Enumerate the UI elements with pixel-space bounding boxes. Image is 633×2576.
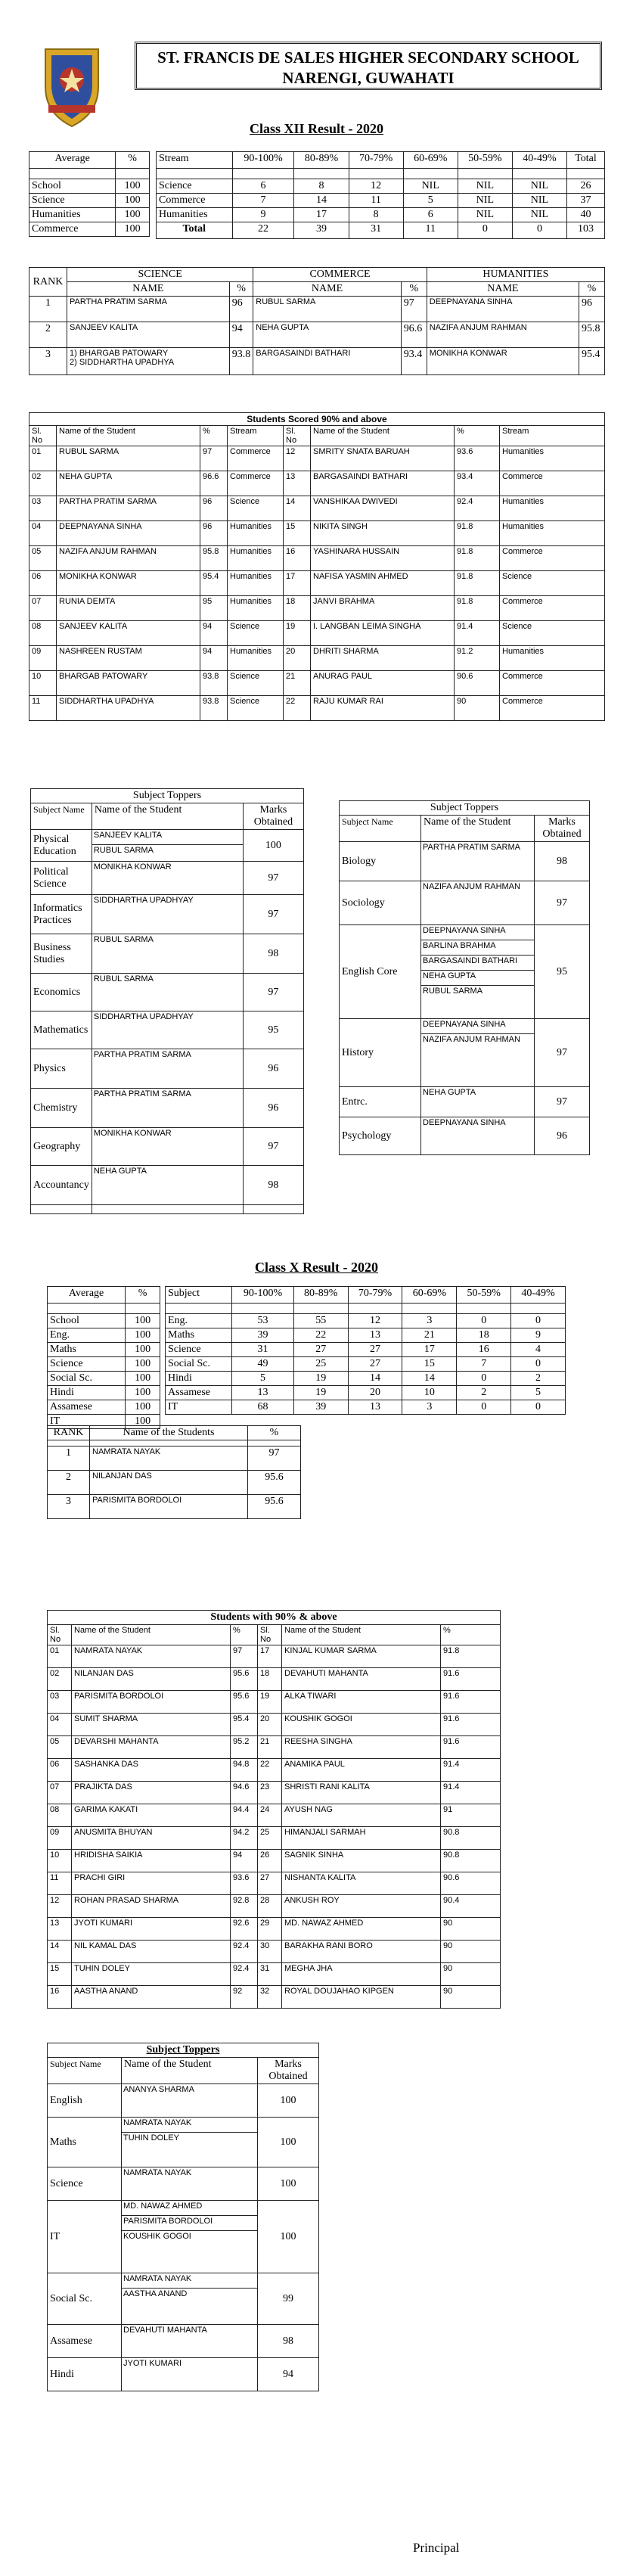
table-row: 2 SANJEEV KALITA 94 NEHA GUPTA 96.6 NAZIFA ANJUM RAHMAN 95.8 (29, 322, 605, 348)
table-row: IT 100 (48, 1415, 160, 1429)
x-toppers-table: Subject Toppers Subject Name Name of the Student Marks Obtained English ANANYA SHARMA 100 Maths NAMRATA NAYAK TUHIN DOLEY 100 Science NAMRATA NAYAK 100 IT MD. NAWAZ AHMED PARISMITA BORDOLOI KOUSHIK GOGOI 100 Social Sc. NAMRATA NAYAK AASTHA ANAND 99 Assamese DEVAHUTI MAHANTA 98 Hindi JYOTI KUMARI 94 (47, 2043, 319, 2391)
avg-value: 100 (116, 222, 150, 237)
topper-row: Science NAMRATA NAYAK 100 (48, 2167, 319, 2201)
topper-name: BARLINA BRAHMA (421, 940, 534, 956)
table-row: 04 DEEPNAYANA SINHA 96 Humanities 15 NIKITA SINGH 91.8 Humanities (29, 521, 605, 546)
table-row: Maths 100 (48, 1343, 160, 1357)
topper-name: DEEPNAYANA SINHA (421, 1019, 534, 1034)
table-row: 13 JYOTI KUMARI 92.6 29 MD. NAWAZ AHMED 90 (48, 1918, 501, 1941)
topper-row: Social Sc. NAMRATA NAYAK AASTHA ANAND 99 (48, 2273, 319, 2325)
topper-name: PARISMITA BORDOLOI (122, 2216, 257, 2231)
topper-row: Psychology DEEPNAYANA SINHA 96 (340, 1117, 590, 1155)
topper-name: NAMRATA NAYAK (123, 2168, 192, 2177)
topper-row: English Core DEEPNAYANA SINHA BARLINA BRAHMA BARGASAINDI BATHARI NEHA GUPTA RUBUL SARMA 95 (340, 925, 590, 1019)
principal-signature-label: Principal (413, 2540, 460, 2555)
xii-toppers-left: Subject Toppers Subject Name Name of the Student Marks Obtained Physical Education SANJEEV KALITA RUBUL SARMA 100 Political Science MONIKHA KONWAR 97 Informatics Practices SIDDHARTHA UPADHYAY 97 Business Studies RUBUL SARMA 98 Economics RUBUL SARMA 97 Mathematics SIDDHARTHA UPADHYAY 95 Physics PARTHA PRATIM SARMA 96 Chemistry PARTHA PRATIM SARMA 96 Geography MONIKHA KONWAR 97 Accountancy NEHA GUPTA 98 (30, 788, 304, 1214)
topper-name: NAMRATA NAYAK (122, 2118, 257, 2133)
table-row: 2 NILANJAN DAS 95.6 (48, 1471, 301, 1495)
xii-ninety-table: Students Scored 90% and above Sl. No Name of the Student % Stream Sl. No Name of the Student % Stream 01 RUBUL SARMA 97 Commerce 12 SMRITY SNATA BARUAH 93.6 Humanities 02 NEHA GUPTA 96.6 Commerce 13 BARGASAINDI BATHARI 93.4 Commerce 03 PARTHA PRATIM SARMA 96 Science 14 VANSHIKAA DWIVEDI 92.4 Humanities 04 DEEPNAYANA SINHA 96 Humanities 15 NIKITA SINGH 91.8 Humanities 05 NAZIFA ANJUM RAHMAN 95.8 Humanities 16 YASHINARA HUSSAIN 91.8 Commerce 06 MONIKHA KONWAR 95.4 Humanities 17 NAFISA YASMIN AHMED 91.8 Science 07 RUNIA DEMTA 95 Humanities 18 JANVI BRAHMA 91.8 Commerce 08 SANJEEV KALITA 94 Science 19 I. LANGBAN LEIMA SINGHA 91.4 Science 09 NASHREEN RUSTAM 94 Humanities 20 DHRITI SHARMA 91.2 Humanities 10 BHARGAB PATOWARY 93.8 Science 21 ANURAG PAUL 90.6 Commerce 11 SIDDHARTHA UPADHYA 93.8 Science 22 RAJU KUMAR RAI 90 Commerce (29, 412, 605, 721)
table-row: 06 SASHANKA DAS 94.8 22 ANAMIKA PAUL 91.4 (48, 1759, 501, 1782)
col-header: 80-89% (294, 152, 349, 169)
table-row: 1 NAMRATA NAYAK 97 (48, 1446, 301, 1471)
avg-value: 100 (116, 208, 150, 222)
table-row: 07 PRAJIKTA DAS 94.6 23 SHRISTI RANI KALITA 91.4 (48, 1782, 501, 1804)
table-row: Hindi 5 19 14 14 0 2 (166, 1372, 566, 1386)
x-ninety-table: Students with 90% & above Sl. No Name of the Student % Sl. No Name of the Student % 01 NAMRATA NAYAK 97 17 KINJAL KUMAR SARMA 91.8 02 NILANJAN DAS 95.6 18 DEVAHUTI MAHANTA 91.6 03 PARISMITA BORDOLOI 95.6 19 ALKA TIWARI 91.6 04 SUMIT SHARMA 95.4 20 KOUSHIK GOGOI 91.6 05 DEVARSHI MAHANTA 95.2 21 REESHA SINGHA 91.6 06 SASHANKA DAS 94.8 22 ANAMIKA PAUL 91.4 07 PRAJIKTA DAS 94.6 23 SHRISTI RANI KALITA 91.4 08 GARIMA KAKATI 94.4 24 AYUSH NAG 91 09 ANUSMITA BHUYAN 94.2 25 HIMANJALI SARMAH 90.8 10 HRIDISHA SAIKIA 94 26 SAGNIK SINHA 90.8 11 PRACHI GIRI 93.6 27 NISHANTA KALITA 90.6 12 ROHAN PRASAD SHARMA 92.8 28 ANKUSH ROY 90.4 13 JYOTI KUMARI 92.6 29 MD. NAWAZ AHMED 90 14 NIL KAMAL DAS 92.4 30 BARAKHA RANI BORO 90 15 TUHIN DOLEY 92.4 31 MEGHA JHA 90 16 AASTHA ANAND 92 32 ROYAL DOUJAHAO KIPGEN 90 (47, 1610, 501, 2009)
topper-row: Chemistry PARTHA PRATIM SARMA 96 (31, 1089, 304, 1128)
col-header: 40-49% (512, 152, 566, 169)
col-header: 70-79% (349, 152, 403, 169)
table-row: 05 DEVARSHI MAHANTA 95.2 21 REESHA SINGHA 91.6 (48, 1736, 501, 1759)
topper-row: Geography MONIKHA KONWAR 97 (31, 1128, 304, 1166)
x-rank-table: RANK Name of the Students % 1 NAMRATA NAYAK 97 2 NILANJAN DAS 95.6 3 PARISMITA BORDOLOI 95.6 (47, 1425, 301, 1519)
topper-name: JYOTI KUMARI (123, 2359, 182, 2368)
topper-row: Hindi JYOTI KUMARI 94 (48, 2358, 319, 2391)
table-row: 16 AASTHA ANAND 92 32 ROYAL DOUJAHAO KIPGEN 90 (48, 1986, 501, 2009)
table-row: Eng. 100 (48, 1328, 160, 1343)
table-row: 09 ANUSMITA BHUYAN 94.2 25 HIMANJALI SARMAH 90.8 (48, 1827, 501, 1850)
school-place: NARENGI, GUWAHATI (282, 69, 455, 87)
topper-name: MONIKHA KONWAR (93, 1129, 172, 1138)
topper-row: Maths NAMRATA NAYAK TUHIN DOLEY 100 (48, 2118, 319, 2167)
table-row: Humanities 9 17 8 6 NIL NIL 40 (157, 208, 605, 222)
topper-name: MONIKHA KONWAR (93, 862, 172, 872)
humanities-header: HUMANITIES (427, 268, 604, 282)
topper-row: Political Science MONIKHA KONWAR 97 (31, 862, 304, 895)
topper-name: RUBUL SARMA (93, 935, 154, 944)
avg-label: Science (29, 194, 116, 208)
table-row: Eng. 53 55 12 3 0 0 (166, 1314, 566, 1328)
col-header: Total (567, 152, 605, 169)
xii-average-table (29, 151, 150, 237)
table-row: 10 BHARGAB PATOWARY 93.8 Science 21 ANURAG PAUL 90.6 Commerce (29, 671, 605, 696)
table-row: Science 6 8 12 NIL NIL NIL 26 (157, 179, 605, 194)
x-subject-table: Subject 90-100% 80-89% 70-79% 60-69% 50-59% 40-49% Eng. 53 55 12 3 0 0 Maths 39 22 13 21 18 9 Science 31 27 27 17 16 4 Social Sc. 49 25 27 15 7 0 Hindi 5 19 14 14 0 2 Assamese 13 19 20 10 2 5 IT 68 39 13 3 0 0 (165, 1286, 566, 1415)
xii-rank-table: RANK SCIENCE COMMERCE HUMANITIES NAME % NAME % NAME % 1 PARTHA PRATIM SARMA 96 RUBUL SARMA 97 DEEPNAYANA SINHA 96 2 SANJEEV KALITA 94 NEHA GUPTA 96.6 NAZIFA ANJUM RAHMAN 95.8 3 1) BHARGAB PATOWARY 2) SIDDHARTHA UPADHYA 93.8 BARGASAINDI BATHARI 93.4 MONIKHA KONWAR 95.4 (29, 267, 605, 375)
topper-row: Biology PARTHA PRATIM SARMA 98 (340, 842, 590, 881)
avg-label: Humanities (29, 208, 116, 222)
topper-name: RUBUL SARMA (423, 987, 483, 996)
topper-name: MD. NAWAZ AHMED (122, 2201, 257, 2216)
table-row: 11 SIDDHARTHA UPADHYA 93.8 Science 22 RAJU KUMAR RAI 90 Commerce (29, 696, 605, 721)
table-row: Total 22 39 31 11 0 0 103 (157, 222, 605, 239)
col-header: 60-69% (403, 152, 458, 169)
topper-row: Entrc. NEHA GUPTA 97 (340, 1087, 590, 1117)
table-row: 15 TUHIN DOLEY 92.4 31 MEGHA JHA 90 (48, 1963, 501, 1986)
topper-name: BARGASAINDI BATHARI (421, 956, 534, 971)
table-row: 08 SANJEEV KALITA 94 Science 19 I. LANGBAN LEIMA SINGHA 91.4 Science (29, 621, 605, 646)
topper-name: RUBUL SARMA (93, 846, 154, 855)
topper-name: DEVAHUTI MAHANTA (123, 2326, 207, 2335)
table-row: 09 NASHREEN RUSTAM 94 Humanities 20 DHRITI SHARMA 91.2 Humanities (29, 646, 605, 671)
topper-name: PARTHA PRATIM SARMA (423, 843, 520, 852)
topper-row: Assamese DEVAHUTI MAHANTA 98 (48, 2325, 319, 2358)
table-row: 10 HRIDISHA SAIKIA 94 26 SAGNIK SINHA 90.8 (48, 1850, 501, 1872)
avg-header: Average (29, 152, 116, 169)
avg-label: School (29, 179, 116, 194)
class-xii-title: Class XII Result - 2020 (249, 121, 383, 136)
table-row: 12 ROHAN PRASAD SHARMA 92.8 28 ANKUSH ROY 90.4 (48, 1895, 501, 1918)
topper-name: PARTHA PRATIM SARMA (93, 1050, 191, 1059)
school-name: ST. FRANCIS DE SALES HIGHER SECONDARY SCHOOL (157, 48, 579, 67)
topper-row: Economics RUBUL SARMA 97 (31, 974, 304, 1011)
topper-name: DEEPNAYANA SINHA (423, 1118, 506, 1127)
table-row: 02 NILANJAN DAS 95.6 18 DEVAHUTI MAHANTA 91.6 (48, 1668, 501, 1691)
table-row: 11 PRACHI GIRI 93.6 27 NISHANTA KALITA 90.6 (48, 1872, 501, 1895)
topper-name: RUBUL SARMA (93, 974, 154, 983)
topper-name: SIDDHARTHA UPADHYAY (93, 1012, 194, 1021)
topper-name: NEHA GUPTA (93, 1167, 147, 1176)
table-row: 01 NAMRATA NAYAK 97 17 KINJAL KUMAR SARMA 91.8 (48, 1645, 501, 1668)
topper-row: History DEEPNAYANA SINHA NAZIFA ANJUM RAHMAN 97 (340, 1019, 590, 1087)
topper-name: NEHA GUPTA (421, 971, 534, 986)
topper-name: SIDDHARTHA UPADHYAY (93, 896, 194, 905)
topper-name: PARTHA PRATIM SARMA (93, 1089, 191, 1098)
topper-name: KOUSHIK GOGOI (123, 2232, 191, 2241)
table-row: 05 NAZIFA ANJUM RAHMAN 95.8 Humanities 16 YASHINARA HUSSAIN 91.8 Commerce (29, 546, 605, 571)
table-row: 07 RUNIA DEMTA 95 Humanities 18 JANVI BRAHMA 91.8 Commerce (29, 596, 605, 621)
x-average-table: Average % School 100 Eng. 100 Maths 100 Science 100 Social Sc. 100 Hindi 100 Assamese 100 IT 100 (47, 1286, 160, 1429)
table-row: Hindi 100 (48, 1386, 160, 1400)
topper-row: Sociology NAZIFA ANJUM RAHMAN 97 (340, 881, 590, 925)
table-row: 14 NIL KAMAL DAS 92.4 30 BARAKHA RANI BORO 90 (48, 1941, 501, 1963)
table-row: Science 31 27 27 17 16 4 (166, 1343, 566, 1357)
topper-row: Business Studies RUBUL SARMA 98 (31, 934, 304, 974)
avg-value: 100 (116, 194, 150, 208)
science-header: SCIENCE (67, 268, 253, 282)
table-row: School 100 (48, 1314, 160, 1328)
pct-header: % (116, 152, 150, 169)
table-row: Science 100 (48, 1357, 160, 1372)
topper-row: Physics PARTHA PRATIM SARMA 96 (31, 1049, 304, 1089)
table-row: 01 RUBUL SARMA 97 Commerce 12 SMRITY SNATA BARUAH 93.6 Humanities (29, 446, 605, 471)
commerce-header: COMMERCE (253, 268, 427, 282)
table-row: IT 68 39 13 3 0 0 (166, 1400, 566, 1415)
table-row: 08 GARIMA KAKATI 94.4 24 AYUSH NAG 91 (48, 1804, 501, 1827)
topper-row: IT MD. NAWAZ AHMED PARISMITA BORDOLOI KOUSHIK GOGOI 100 (48, 2201, 319, 2273)
avg-value: 100 (116, 179, 150, 194)
topper-row: Informatics Practices SIDDHARTHA UPADHYAY 97 (31, 895, 304, 934)
table-row: Maths 39 22 13 21 18 9 (166, 1328, 566, 1343)
rank-header: RANK (29, 268, 67, 297)
table-row: 03 PARISMITA BORDOLOI 95.6 19 ALKA TIWARI 91.6 (48, 1691, 501, 1714)
school-crest (38, 42, 106, 132)
table-row: 3 PARISMITA BORDOLOI 95.6 (48, 1495, 301, 1519)
table-row: Assamese 100 (48, 1400, 160, 1415)
topper-name: SANJEEV KALITA (92, 830, 243, 845)
topper-row: English ANANYA SHARMA 100 (48, 2084, 319, 2118)
table-row: Assamese 13 19 20 10 2 5 (166, 1386, 566, 1400)
table-row: 1 PARTHA PRATIM SARMA 96 RUBUL SARMA 97 DEEPNAYANA SINHA 96 (29, 297, 605, 322)
table-row: 02 NEHA GUPTA 96.6 Commerce 13 BARGASAINDI BATHARI 93.4 Commerce (29, 471, 605, 496)
table-row: 3 1) BHARGAB PATOWARY 2) SIDDHARTHA UPADHYA 93.8 BARGASAINDI BATHARI 93.4 MONIKHA KONWAR 95.4 (29, 348, 605, 375)
topper-name: AASTHA ANAND (123, 2289, 188, 2298)
xii-toppers-right: Subject Toppers Subject Name Name of the Student Marks Obtained Biology PARTHA PRATIM SARMA 98 Sociology NAZIFA ANJUM RAHMAN 97 English Core DEEPNAYANA SINHA BARLINA BRAHMA BARGASAINDI BATHARI NEHA GUPTA RUBUL SARMA 95 History DEEPNAYANA SINHA NAZIFA ANJUM RAHMAN 97 Entrc. NEHA GUPTA 97 Psychology DEEPNAYANA SINHA 96 (339, 800, 590, 1155)
class-x-title: Class X Result - 2020 (254, 1260, 378, 1275)
table-row: 03 PARTHA PRATIM SARMA 96 Science 14 VANSHIKAA DWIVEDI 92.4 Humanities (29, 496, 605, 521)
col-header: Stream (157, 152, 233, 169)
topper-row: Accountancy NEHA GUPTA 98 (31, 1166, 304, 1205)
topper-name: DEEPNAYANA SINHA (421, 925, 534, 940)
topper-name: NAZIFA ANJUM RAHMAN (423, 1035, 520, 1044)
table-row: Social Sc. 49 25 27 15 7 0 (166, 1357, 566, 1372)
topper-row: Physical Education SANJEEV KALITA RUBUL SARMA 100 (31, 830, 304, 862)
topper-name: NAMRATA NAYAK (122, 2273, 257, 2289)
topper-name: TUHIN DOLEY (123, 2133, 179, 2143)
col-header: 50-59% (458, 152, 512, 169)
avg-label: Commerce (29, 222, 116, 237)
school-header (135, 42, 602, 90)
table-row: 06 MONIKHA KONWAR 95.4 Humanities 17 NAFISA YASMIN AHMED 91.8 Science (29, 571, 605, 596)
xii-stream-table (156, 151, 605, 239)
ninety-title: Students Scored 90% and above (29, 413, 605, 426)
table-row: Commerce 7 14 11 5 NIL NIL 37 (157, 194, 605, 208)
table-row: 04 SUMIT SHARMA 95.4 20 KOUSHIK GOGOI 91.6 (48, 1714, 501, 1736)
col-header: 90-100% (232, 152, 294, 169)
table-row: Social Sc. 100 (48, 1372, 160, 1386)
topper-name: ANANYA SHARMA (123, 2085, 194, 2094)
topper-row: Mathematics SIDDHARTHA UPADHYAY 95 (31, 1011, 304, 1049)
topper-name: NEHA GUPTA (423, 1088, 476, 1097)
topper-name: NAZIFA ANJUM RAHMAN (423, 882, 520, 891)
